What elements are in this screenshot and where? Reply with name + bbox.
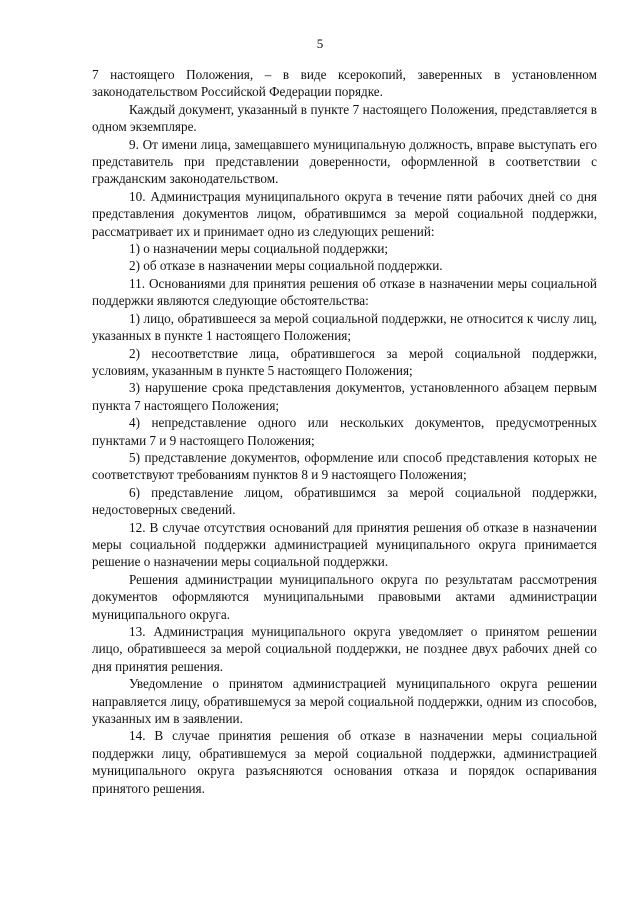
paragraph-item-10-sub-1: 1) о назначении меры социальной поддержки; [129, 241, 389, 257]
page-number: 5 [316, 36, 324, 51]
paragraph-item-12-decisions: Решения администрации муниципального округа по результатам рассмотрения документов оформляются муниципальными правовыми актами администрации муниципального округа. [92, 571, 597, 622]
paragraph-item-11: 11. Основаниями для принятия решения об отказе в назначении меры социальной поддержки являются следующие обстоятельства: [92, 275, 597, 309]
paragraph-item-9: 9. От имени лица, замещавшего муниципальную должность, вправе выступать его представитель при представлении доверенности, оформленной в соответствии с гражданским законодательством. [92, 136, 597, 187]
paragraph-item-11-sub-1: 1) лицо, обратившееся за мерой социальной поддержки, не относится к числу лиц, указанных в пункте 1 настоящего Положения; [92, 310, 597, 344]
paragraph-item-11-sub-3: 3) нарушение срока представления документов, установленного абзацем первым пункта 7 настоящего Положения; [92, 380, 597, 413]
document-body [92, 66, 597, 797]
paragraph-item-11-sub-4: 4) непредставление одного или нескольких документов, предусмотренных пунктами 7 и 9 настоящего Положения; [92, 415, 597, 448]
paragraph-item-10-sub-2: 2) об отказе в назначении меры социальной поддержки. [129, 258, 443, 274]
paragraph-single-copy: Каждый документ, указанный в пункте 7 настоящего Положения, представляется в одном экземпляре. [92, 101, 597, 135]
paragraph-item-13-notification: Уведомление о принятом администрацией муниципального округа решении направляется лицу, обратившемуся за мерой социальной поддержки, одним из способов, указанных им в заявлении. [92, 676, 597, 727]
paragraph-item-10: 10. Администрация муниципального округа в течение пяти рабочих дней со дня представления документов лицом, обратившимся за мерой социальной поддержки, рассматривает их и принимает одно из следующих решений: [92, 188, 597, 239]
paragraph-item-13: 13. Администрация муниципального округа уведомляет о принятом решении лицо, обратившееся за мерой социальной поддержки, не позднее двух рабочих дней со дня принятия решения. [92, 624, 597, 674]
paragraph-continuation: 7 настоящего Положения, – в виде ксерокопий, заверенных в установленном законодательством Российской Федерации порядке. [92, 67, 597, 100]
paragraph-item-14: 14. В случае принятия решения об отказе в назначении меры социальной поддержки лицу, обратившемуся за мерой социальной поддержки, администрацией муниципального округа разъясняются основания отказа и порядок оспаривания принятого решения. [92, 728, 597, 796]
paragraph-item-11-sub-2: 2) несоответствие лица, обратившегося за мерой социальной поддержки, условиям, указанным в пункте 5 настоящего Положения; [92, 345, 597, 378]
paragraph-item-11-sub-5: 5) представление документов, оформление или способ представления которых не соответствуют требованиям пунктов 8 и 9 настоящего Положения; [92, 449, 597, 483]
paragraph-item-12: 12. В случае отсутствия оснований для принятия решения об отказе в назначении меры социальной поддержки администрацией муниципального округа принимается решение о назначении меры социальной поддержки. [92, 519, 597, 570]
paragraph-item-11-sub-6: 6) представление лицом, обратившимся за мерой социальной поддержки, недостоверных сведений. [92, 484, 597, 518]
